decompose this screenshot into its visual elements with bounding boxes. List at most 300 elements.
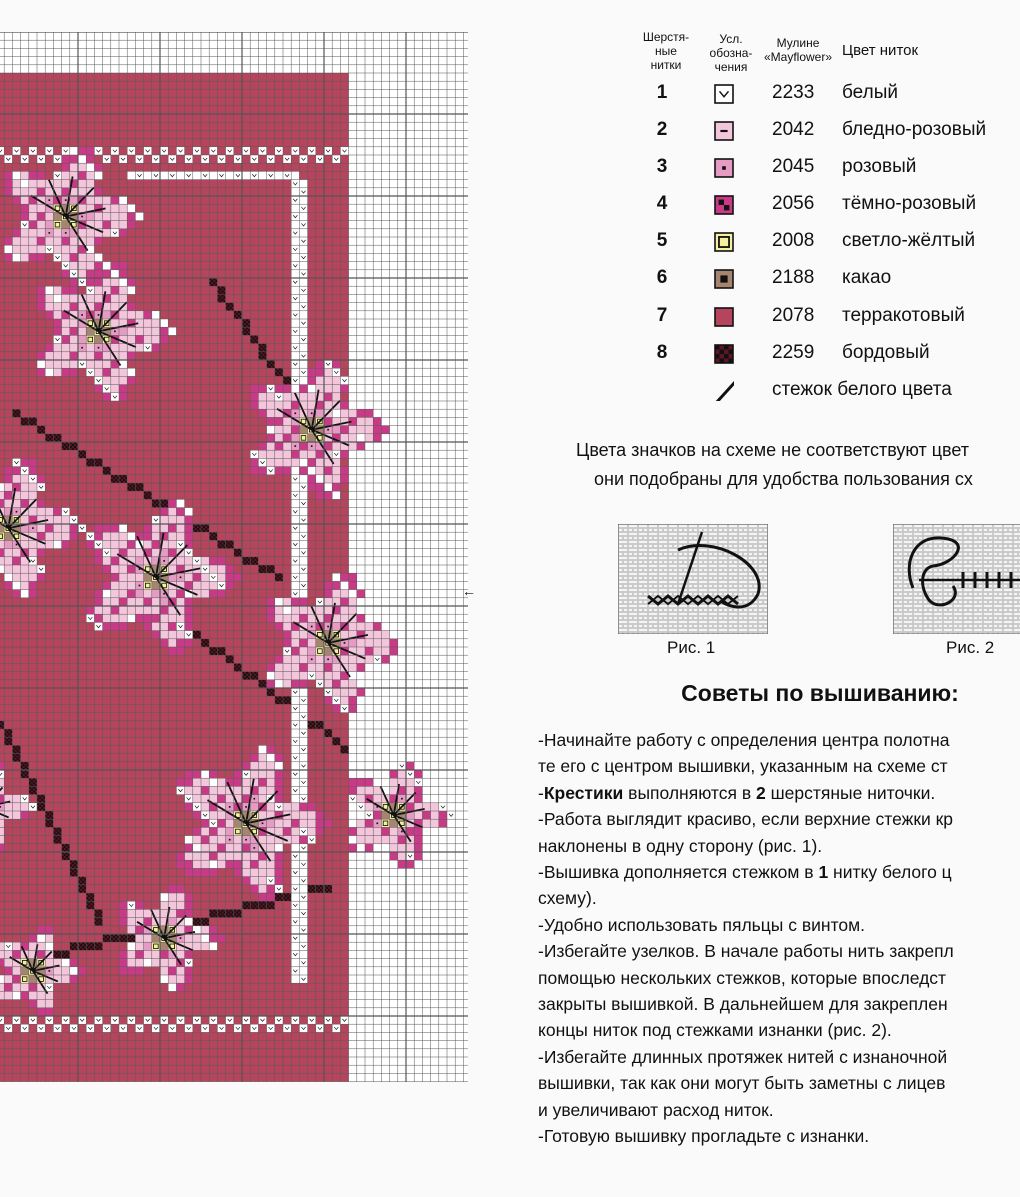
pattern-stitch-2078 (70, 385, 78, 393)
pattern-stitch-2078 (144, 303, 152, 311)
pattern-stitch-2233 (299, 877, 307, 885)
pattern-stitch-2078 (201, 450, 209, 458)
pattern-stitch-2042 (103, 540, 111, 548)
pattern-stitch-2042 (119, 573, 127, 581)
pattern-stitch-2042 (349, 680, 357, 688)
pattern-stitch-2078 (86, 680, 94, 688)
pattern-stitch-2078 (324, 229, 332, 237)
pattern-stitch-2078 (193, 155, 201, 163)
pattern-stitch-2078 (45, 803, 53, 811)
pattern-stitch-2078 (332, 270, 340, 278)
pattern-stitch-2045 (332, 426, 340, 434)
pattern-stitch-2078 (201, 467, 209, 475)
pattern-stitch-2078 (152, 647, 160, 655)
pattern-stitch-2078 (217, 401, 225, 409)
pattern-stitch-2078 (160, 819, 168, 827)
pattern-stitch-2078 (160, 836, 168, 844)
pattern-stitch-2078 (267, 622, 275, 630)
pattern-stitch-2259 (70, 860, 78, 868)
pattern-stitch-2078 (316, 844, 324, 852)
pattern-stitch-2078 (135, 262, 143, 270)
pattern-stitch-2078 (193, 983, 201, 991)
pattern-stitch-2078 (70, 606, 78, 614)
pattern-stitch-2078 (86, 549, 94, 557)
pattern-stitch-2078 (308, 770, 316, 778)
pattern-stitch-2078 (94, 516, 102, 524)
pattern-stitch-2078 (176, 803, 184, 811)
pattern-stitch-2078 (152, 819, 160, 827)
pattern-stitch-2078 (340, 229, 348, 237)
pattern-stitch-2078 (250, 893, 258, 901)
pattern-stitch-2078 (37, 139, 45, 147)
pattern-stitch-2042 (78, 163, 86, 171)
pattern-stitch-2078 (226, 614, 234, 622)
pattern-stitch-2078 (185, 983, 193, 991)
pattern-stitch-2233 (45, 245, 53, 253)
pattern-stitch-2042 (193, 581, 201, 589)
pattern-stitch-2042 (62, 344, 70, 352)
pattern-stitch-2078 (94, 770, 102, 778)
pattern-stitch-2078 (168, 827, 176, 835)
pattern-stitch-2078 (119, 885, 127, 893)
pattern-stitch-2078 (103, 704, 111, 712)
pattern-stitch-2078 (332, 877, 340, 885)
pattern-stitch-2078 (152, 81, 160, 89)
pattern-stitch-2078 (217, 598, 225, 606)
pattern-stitch-2042 (168, 975, 176, 983)
pattern-stitch-2078 (234, 344, 242, 352)
pattern-stitch-2078 (226, 106, 234, 114)
pattern-stitch-2078 (168, 163, 176, 171)
pattern-stitch-2233 (201, 155, 209, 163)
pattern-stitch-2233 (299, 286, 307, 294)
pattern-stitch-2078 (135, 393, 143, 401)
pattern-stitch-2042 (201, 795, 209, 803)
pattern-stitch-2078 (45, 376, 53, 384)
pattern-stitch-2233 (86, 163, 94, 171)
pattern-stitch-2078 (283, 762, 291, 770)
pattern-stitch-2078 (111, 155, 119, 163)
pattern-stitch-2078 (267, 221, 275, 229)
pattern-stitch-2078 (0, 221, 4, 229)
pattern-stitch-2078 (340, 155, 348, 163)
pattern-stitch-2042 (340, 631, 348, 639)
pattern-stitch-2078 (135, 713, 143, 721)
pattern-stitch-2078 (103, 401, 111, 409)
pattern-stitch-2078 (135, 204, 143, 212)
pattern-stitch-2078 (135, 844, 143, 852)
pattern-stitch-2056 (209, 557, 217, 565)
pattern-stitch-2078 (45, 852, 53, 860)
pattern-stitch-2078 (340, 868, 348, 876)
pattern-stitch-2233 (291, 770, 299, 778)
pattern-stitch-2078 (152, 688, 160, 696)
pattern-stitch-2078 (193, 106, 201, 114)
pattern-stitch-2078 (160, 122, 168, 130)
pattern-stitch-2042 (168, 532, 176, 540)
pattern-stitch-2259 (193, 631, 201, 639)
pattern-stitch-2078 (340, 811, 348, 819)
pattern-stitch-2078 (217, 770, 225, 778)
pattern-stitch-2078 (332, 286, 340, 294)
pattern-stitch-2078 (111, 188, 119, 196)
pattern-stitch-2078 (29, 278, 37, 286)
pattern-stitch-2078 (12, 270, 20, 278)
pattern-stitch-2078 (283, 926, 291, 934)
pattern-stitch-2078 (12, 786, 20, 794)
pattern-stitch-2078 (119, 655, 127, 663)
pattern-stitch-2042 (381, 631, 389, 639)
pattern-stitch-2078 (168, 729, 176, 737)
pattern-stitch-2078 (103, 959, 111, 967)
pattern-stitch-2042 (53, 360, 61, 368)
pattern-stitch-2078 (21, 606, 29, 614)
pattern-stitch-2078 (193, 335, 201, 343)
pattern-stitch-2233 (176, 622, 184, 630)
pattern-stitch-2078 (78, 918, 86, 926)
pattern-stitch-2078 (275, 704, 283, 712)
pattern-stitch-2045 (119, 327, 127, 335)
pattern-stitch-2078 (316, 926, 324, 934)
pattern-stitch-2078 (103, 81, 111, 89)
pattern-stitch-2078 (209, 467, 217, 475)
pattern-stitch-2078 (160, 180, 168, 188)
pattern-stitch-2078 (193, 188, 201, 196)
pattern-stitch-2078 (160, 98, 168, 106)
pattern-stitch-2078 (78, 426, 86, 434)
pattern-stitch-2078 (111, 737, 119, 745)
pattern-stitch-2078 (152, 188, 160, 196)
pattern-stitch-2078 (70, 467, 78, 475)
pattern-stitch-2078 (127, 426, 135, 434)
pattern-stitch-2078 (176, 868, 184, 876)
pattern-stitch-2056 (250, 401, 258, 409)
pattern-stitch-2078 (267, 262, 275, 270)
pattern-stitch-2233 (291, 467, 299, 475)
pattern-stitch-2078 (62, 73, 70, 81)
pattern-stitch-2233 (349, 590, 357, 598)
pattern-stitch-2078 (250, 106, 258, 114)
pattern-stitch-2078 (12, 827, 20, 835)
pattern-stitch-2078 (324, 786, 332, 794)
pattern-stitch-2078 (0, 680, 4, 688)
pattern-stitch-2078 (0, 442, 4, 450)
pattern-stitch-2078 (201, 278, 209, 286)
pattern-stitch-2078 (37, 827, 45, 835)
pattern-stitch-2078 (340, 565, 348, 573)
pattern-stitch-2078 (176, 253, 184, 261)
pattern-stitch-2078 (234, 278, 242, 286)
pattern-stitch-2078 (275, 631, 283, 639)
pattern-stitch-2078 (299, 98, 307, 106)
pattern-stitch-2078 (78, 417, 86, 425)
pattern-stitch-2078 (242, 540, 250, 548)
pattern-stitch-2056 (349, 786, 357, 794)
pattern-stitch-2042 (332, 598, 340, 606)
pattern-stitch-2042 (308, 663, 316, 671)
pattern-stitch-2078 (283, 745, 291, 753)
pattern-stitch-2056 (324, 417, 332, 425)
pattern-stitch-2078 (185, 499, 193, 507)
pattern-stitch-2078 (62, 803, 70, 811)
pattern-stitch-2078 (21, 860, 29, 868)
pattern-stitch-2056 (349, 827, 357, 835)
pattern-stitch-2078 (45, 754, 53, 762)
pattern-stitch-2078 (193, 909, 201, 917)
pattern-stitch-2078 (258, 360, 266, 368)
pattern-stitch-2078 (62, 450, 70, 458)
pattern-stitch-2233 (37, 934, 45, 942)
pattern-stitch-2078 (86, 770, 94, 778)
pattern-stitch-2078 (94, 393, 102, 401)
pattern-stitch-2078 (234, 934, 242, 942)
pattern-stitch-2042 (283, 417, 291, 425)
pattern-stitch-2078 (119, 516, 127, 524)
pattern-stitch-2042 (70, 294, 78, 302)
pattern-stitch-2078 (94, 450, 102, 458)
pattern-stitch-2078 (21, 327, 29, 335)
pattern-stitch-2078 (12, 360, 20, 368)
pattern-stitch-2233 (234, 171, 242, 179)
pattern-stitch-2042 (193, 934, 201, 942)
pattern-stitch-2078 (70, 491, 78, 499)
pattern-stitch-2078 (234, 229, 242, 237)
pattern-stitch-2078 (250, 680, 258, 688)
pattern-stitch-2056 (365, 778, 373, 786)
pattern-stitch-2078 (250, 237, 258, 245)
pattern-stitch-2233 (299, 319, 307, 327)
pattern-stitch-2078 (217, 212, 225, 220)
pattern-stitch-2078 (103, 754, 111, 762)
pattern-stitch-2042 (53, 532, 61, 540)
pattern-stitch-2078 (308, 901, 316, 909)
pattern-stitch-2042 (357, 639, 365, 647)
pattern-stitch-2078 (332, 311, 340, 319)
pattern-stitch-2259 (119, 934, 127, 942)
pattern-stitch-2078 (316, 319, 324, 327)
pattern-stitch-2078 (62, 795, 70, 803)
pattern-stitch-2042 (0, 942, 4, 950)
pattern-stitch-2078 (209, 434, 217, 442)
pattern-stitch-2042 (62, 253, 70, 261)
pattern-stitch-2078 (340, 344, 348, 352)
pattern-stitch-2233 (0, 147, 4, 155)
pattern-stitch-2078 (45, 385, 53, 393)
pattern-stitch-2078 (135, 647, 143, 655)
pattern-stitch-2078 (135, 180, 143, 188)
pattern-stitch-2078 (283, 778, 291, 786)
pattern-stitch-2056 (316, 368, 324, 376)
pattern-stitch-2078 (176, 155, 184, 163)
pattern-stitch-2078 (21, 598, 29, 606)
pattern-stitch-2233 (168, 327, 176, 335)
pattern-stitch-2078 (152, 475, 160, 483)
pattern-stitch-2056 (201, 868, 209, 876)
pattern-stitch-2042 (308, 819, 316, 827)
pattern-stitch-2233 (291, 696, 299, 704)
pattern-stitch-2078 (283, 852, 291, 860)
pattern-stitch-2078 (78, 549, 86, 557)
pattern-stitch-2078 (299, 983, 307, 991)
pattern-stitch-2233 (299, 344, 307, 352)
pattern-stitch-2042 (135, 344, 143, 352)
pattern-stitch-2078 (62, 893, 70, 901)
pattern-stitch-2078 (111, 122, 119, 130)
pattern-stitch-2056 (357, 778, 365, 786)
pattern-stitch-2078 (193, 450, 201, 458)
pattern-stitch-2233 (176, 786, 184, 794)
pattern-stitch-2078 (4, 786, 12, 794)
pattern-stitch-2056 (144, 614, 152, 622)
pattern-stitch-2078 (332, 795, 340, 803)
pattern-stitch-2056 (258, 385, 266, 393)
pattern-stitch-2056 (340, 475, 348, 483)
pattern-stitch-2233 (127, 614, 135, 622)
pattern-stitch-2042 (209, 836, 217, 844)
pattern-stitch-2078 (29, 614, 37, 622)
pattern-stitch-2078 (78, 663, 86, 671)
pattern-stitch-2233 (291, 171, 299, 179)
pattern-stitch-2078 (340, 729, 348, 737)
pattern-stitch-2056 (332, 680, 340, 688)
pattern-stitch-2042 (135, 909, 143, 917)
pattern-stitch-2078 (103, 967, 111, 975)
pattern-stitch-2078 (94, 901, 102, 909)
pattern-stitch-2078 (0, 852, 4, 860)
pattern-stitch-2056 (176, 647, 184, 655)
pattern-stitch-2078 (111, 516, 119, 524)
pattern-stitch-2078 (324, 713, 332, 721)
pattern-stitch-2056 (209, 827, 217, 835)
pattern-stitch-2078 (332, 901, 340, 909)
pattern-stitch-2078 (185, 344, 193, 352)
pattern-stitch-2078 (258, 663, 266, 671)
pattern-stitch-2078 (45, 680, 53, 688)
pattern-stitch-2078 (4, 754, 12, 762)
pattern-stitch-2078 (340, 786, 348, 794)
pattern-stitch-2078 (185, 360, 193, 368)
pattern-stitch-2078 (209, 549, 217, 557)
pattern-stitch-2078 (160, 352, 168, 360)
pattern-stitch-2078 (45, 909, 53, 917)
pattern-stitch-2078 (45, 327, 53, 335)
pattern-stitch-2042 (201, 860, 209, 868)
pattern-stitch-2078 (283, 868, 291, 876)
pattern-stitch-2078 (4, 622, 12, 630)
pattern-stitch-2056 (29, 221, 37, 229)
pattern-stitch-2078 (217, 130, 225, 138)
pattern-stitch-2078 (340, 483, 348, 491)
pattern-stitch-2078 (53, 852, 61, 860)
pattern-stitch-2233 (275, 762, 283, 770)
pattern-stitch-2078 (70, 475, 78, 483)
pattern-stitch-2078 (0, 663, 4, 671)
pattern-stitch-2078 (201, 221, 209, 229)
pattern-stitch-2078 (111, 483, 119, 491)
pattern-stitch-2042 (275, 672, 283, 680)
pattern-stitch-2078 (226, 983, 234, 991)
pattern-stitch-2078 (332, 934, 340, 942)
pattern-stitch-2233 (308, 836, 316, 844)
pattern-stitch-2078 (217, 327, 225, 335)
pattern-stitch-2078 (250, 212, 258, 220)
pattern-stitch-2078 (299, 73, 307, 81)
pattern-stitch-2259 (267, 360, 275, 368)
pattern-stitch-2078 (62, 81, 70, 89)
pattern-stitch-2078 (45, 622, 53, 630)
pattern-stitch-2078 (53, 89, 61, 97)
pattern-stitch-2078 (217, 614, 225, 622)
pattern-stitch-2078 (168, 426, 176, 434)
pattern-stitch-2078 (0, 245, 4, 253)
pattern-stitch-2078 (152, 352, 160, 360)
pattern-stitch-2078 (185, 114, 193, 122)
pattern-stitch-2078 (144, 114, 152, 122)
pattern-stitch-2078 (144, 647, 152, 655)
pattern-stitch-2056 (12, 196, 20, 204)
pattern-stitch-2042 (160, 901, 168, 909)
pattern-stitch-2078 (12, 385, 20, 393)
pattern-stitch-2078 (242, 335, 250, 343)
pattern-stitch-2233 (53, 294, 61, 302)
pattern-stitch-2078 (185, 352, 193, 360)
pattern-stitch-2078 (4, 868, 12, 876)
pattern-stitch-2042 (21, 983, 29, 991)
pattern-stitch-2042 (193, 836, 201, 844)
pattern-stitch-2078 (103, 89, 111, 97)
pattern-stitch-2042 (62, 303, 70, 311)
pattern-stitch-2078 (70, 663, 78, 671)
pattern-stitch-2078 (53, 442, 61, 450)
pattern-stitch-2078 (86, 89, 94, 97)
pattern-stitch-2078 (21, 786, 29, 794)
pattern-stitch-2056 (349, 696, 357, 704)
pattern-stitch-2078 (4, 278, 12, 286)
pattern-stitch-2078 (144, 868, 152, 876)
pattern-stitch-2233 (160, 319, 168, 327)
pattern-stitch-2078 (111, 885, 119, 893)
pattern-stitch-2233 (299, 942, 307, 950)
pattern-stitch-2078 (217, 688, 225, 696)
pattern-stitch-2078 (29, 745, 37, 753)
pattern-stitch-2078 (234, 967, 242, 975)
pattern-stitch-2078 (127, 680, 135, 688)
pattern-stitch-2042 (135, 327, 143, 335)
pattern-stitch-2259 (160, 499, 168, 507)
pattern-stitch-2078 (242, 130, 250, 138)
pattern-stitch-2056 (373, 811, 381, 819)
pattern-stitch-2056 (70, 155, 78, 163)
pattern-stitch-2056 (316, 811, 324, 819)
pattern-stitch-2078 (144, 852, 152, 860)
pattern-stitch-2045 (45, 196, 53, 204)
pattern-stitch-2056 (283, 639, 291, 647)
pattern-stitch-2042 (21, 475, 29, 483)
pattern-stitch-2078 (135, 253, 143, 261)
pattern-stitch-2056 (144, 598, 152, 606)
pattern-stitch-2078 (275, 180, 283, 188)
pattern-stitch-2078 (267, 721, 275, 729)
pattern-stitch-2078 (152, 901, 160, 909)
pattern-stitch-2078 (324, 98, 332, 106)
pattern-stitch-2078 (340, 286, 348, 294)
pattern-stitch-2056 (86, 147, 94, 155)
pattern-stitch-2078 (201, 672, 209, 680)
pattern-stitch-2078 (316, 114, 324, 122)
pattern-stitch-2078 (0, 729, 4, 737)
pattern-stitch-2078 (242, 303, 250, 311)
pattern-stitch-2056 (357, 409, 365, 417)
